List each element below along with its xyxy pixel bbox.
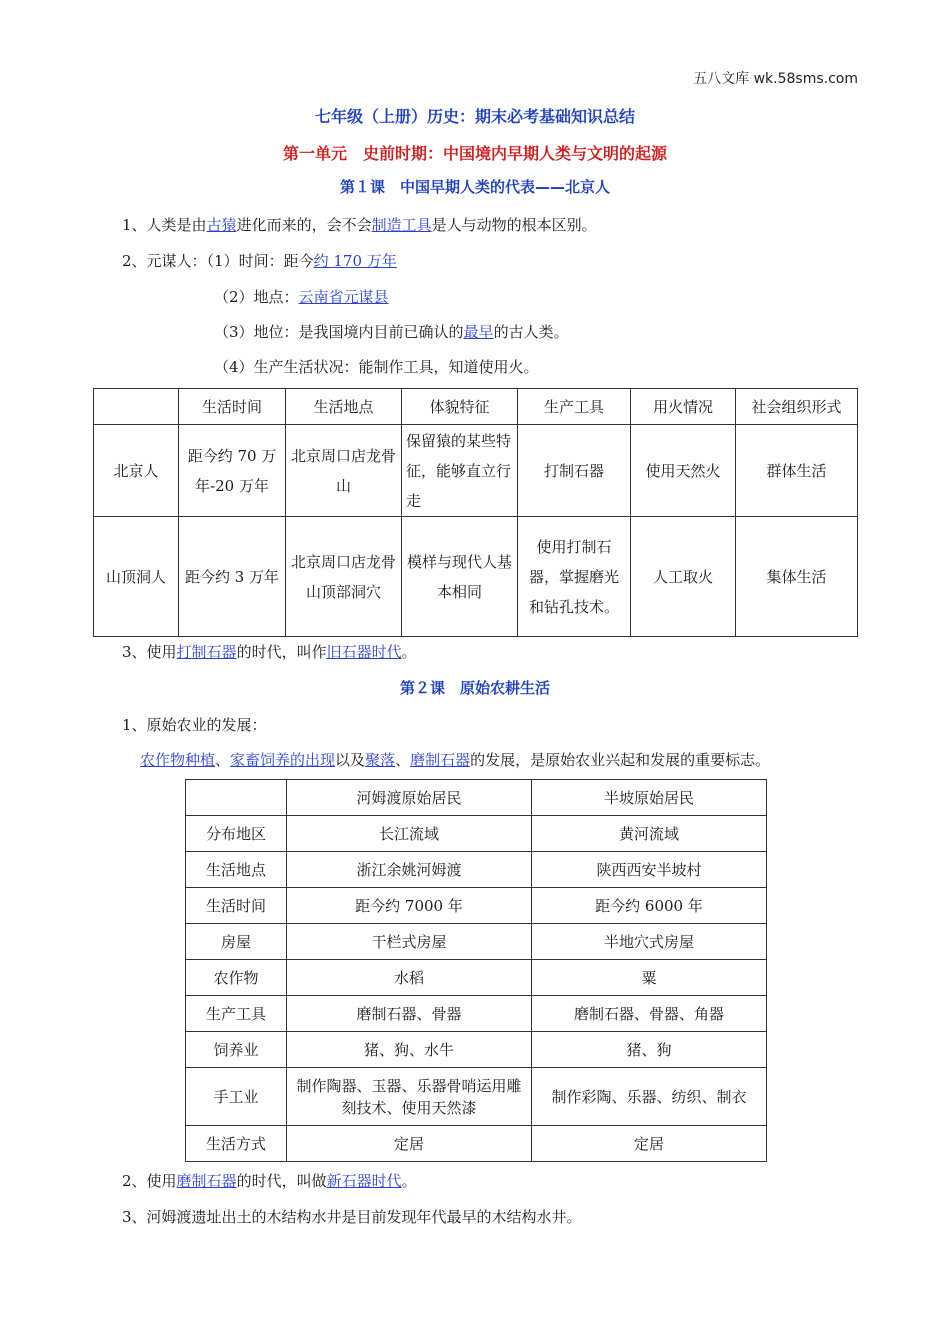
table-cell: 粟 xyxy=(532,960,767,996)
table-header-row xyxy=(94,389,858,425)
lesson2-point-2: 2、使用磨制石器的时代，叫做新石器时代。 xyxy=(122,1172,417,1190)
keyword-link[interactable]: 约 170 万年 xyxy=(313,252,397,270)
table-row xyxy=(186,960,767,996)
early-humans-table xyxy=(93,388,858,637)
table-header-cell xyxy=(94,389,179,425)
table-header-cell xyxy=(186,780,287,816)
keyword-link[interactable]: 新石器时代 xyxy=(326,1172,402,1190)
table-cell: 群体生活 xyxy=(736,425,858,517)
table-cell: 使用天然火 xyxy=(631,425,736,517)
keyword-link[interactable]: 磨制石器 xyxy=(410,751,471,769)
table-cell: 生活地点 xyxy=(186,852,287,888)
table-cell: 分布地区 xyxy=(186,816,287,852)
table-header-cell: 生产工具 xyxy=(518,389,631,425)
keyword-link[interactable]: 最早 xyxy=(463,323,494,341)
keyword-link[interactable]: 制造工具 xyxy=(371,216,432,234)
table-cell: 制作陶器、玉器、乐器骨哨运用雕刻技术、使用天然漆 xyxy=(287,1068,532,1126)
table-cell: 距今约 6000 年 xyxy=(532,888,767,924)
lesson2-title: 第２课 原始农耕生活 xyxy=(399,679,550,697)
table-cell: 距今约 70 万年-20 万年 xyxy=(179,425,286,517)
table-cell: 人工取火 xyxy=(631,517,736,637)
table-cell: 距今约 3 万年 xyxy=(179,517,286,637)
table-cell: 磨制石器、骨器、角器 xyxy=(532,996,767,1032)
table-row xyxy=(186,996,767,1032)
table-cell: 房屋 xyxy=(186,924,287,960)
table-cell: 干栏式房屋 xyxy=(287,924,532,960)
table-cell: 北京周口店龙骨山 xyxy=(286,425,402,517)
table-cell: 北京周口店龙骨山顶部洞穴 xyxy=(286,517,402,637)
table-row xyxy=(186,888,767,924)
table-cell: 半地穴式房屋 xyxy=(532,924,767,960)
table-cell: 猪、狗、水牛 xyxy=(287,1032,532,1068)
keyword-link[interactable]: 农作物种植 xyxy=(140,751,216,769)
table-cell: 农作物 xyxy=(186,960,287,996)
table-cell: 生产工具 xyxy=(186,996,287,1032)
table-header-cell: 用火情况 xyxy=(631,389,736,425)
keyword-link[interactable]: 旧石器时代 xyxy=(326,643,402,661)
table-cell: 黄河流域 xyxy=(532,816,767,852)
table-header-cell: 体貌特征 xyxy=(402,389,518,425)
document-title: 七年级（上册）历史：期末必考基础知识总结 xyxy=(314,107,635,126)
table-cell: 长江流域 xyxy=(287,816,532,852)
table-cell: 保留猿的某些特征，能够直立行走 xyxy=(402,425,518,517)
table-cell: 生活时间 xyxy=(186,888,287,924)
table-cell: 集体生活 xyxy=(736,517,858,637)
table-cell: 猪、狗 xyxy=(532,1032,767,1068)
lesson1-point-3: 3、使用打制石器的时代，叫作旧石器时代。 xyxy=(122,643,417,661)
unit-title: 第一单元 史前时期：中国境内早期人类与文明的起源 xyxy=(282,144,667,163)
lesson2-point-1-detail: 农作物种植、家畜饲养的出现以及聚落、磨制石器的发展，是原始农业兴起和发展的重要标志。 xyxy=(140,751,771,769)
lesson1-title: 第１课 中国早期人类的代表——北京人 xyxy=(339,178,610,196)
table-cell: 定居 xyxy=(287,1126,532,1162)
table-row xyxy=(186,924,767,960)
keyword-link[interactable]: 磨制石器 xyxy=(176,1172,237,1190)
table-cell: 北京人 xyxy=(94,425,179,517)
table-cell: 模样与现代人基本相同 xyxy=(402,517,518,637)
table-header-cell: 生活时间 xyxy=(179,389,286,425)
farming-settlements-table xyxy=(185,779,767,1162)
table-cell: 制作彩陶、乐器、纺织、制衣 xyxy=(532,1068,767,1126)
table-cell: 水稻 xyxy=(287,960,532,996)
table-cell: 浙江余姚河姆渡 xyxy=(287,852,532,888)
keyword-link[interactable]: 家畜饲养的出现 xyxy=(230,751,336,769)
table-row xyxy=(94,425,858,517)
lesson1-point-2-life: （4）生产生活状况：能制作工具，知道使用火。 xyxy=(214,358,539,376)
table-row xyxy=(186,852,767,888)
lesson2-point-1: 1、原始农业的发展： xyxy=(122,716,267,734)
table-row xyxy=(186,816,767,852)
lesson2-point-3: 3、河姆渡遗址出土的木结构水井是目前发现年代最早的木结构水井。 xyxy=(122,1208,582,1226)
table-cell: 定居 xyxy=(532,1126,767,1162)
table-header-cell: 半坡原始居民 xyxy=(532,780,767,816)
lesson1-point-2-status: （3）地位：是我国境内目前已确认的最早的古人类。 xyxy=(214,323,569,341)
table-cell: 山顶洞人 xyxy=(94,517,179,637)
keyword-link[interactable]: 聚落 xyxy=(365,751,396,769)
table-row xyxy=(94,517,858,637)
site-watermark: 五八文库 wk.58sms.com xyxy=(693,71,858,87)
table-row xyxy=(186,1032,767,1068)
keyword-link[interactable]: 云南省元谋县 xyxy=(298,288,389,306)
table-cell: 生活方式 xyxy=(186,1126,287,1162)
lesson1-point-2: 2、元谋人：（1）时间：距今约 170 万年 xyxy=(122,252,397,270)
table-row xyxy=(186,1126,767,1162)
lesson1-point-1: 1、人类是由古猿进化而来的，会不会制造工具是人与动物的根本区别。 xyxy=(122,216,597,234)
table-header-cell: 社会组织形式 xyxy=(736,389,858,425)
table-cell: 磨制石器、骨器 xyxy=(287,996,532,1032)
table-cell: 饲养业 xyxy=(186,1032,287,1068)
table-header-row xyxy=(186,780,767,816)
table-cell: 陕西西安半坡村 xyxy=(532,852,767,888)
lesson1-point-2-location: （2）地点：云南省元谋县 xyxy=(214,288,389,306)
table-row xyxy=(186,1068,767,1126)
table-header-cell: 生活地点 xyxy=(286,389,402,425)
table-cell: 使用打制石器，掌握磨光和钻孔技术。 xyxy=(518,517,631,637)
table-cell: 手工业 xyxy=(186,1068,287,1126)
keyword-link[interactable]: 打制石器 xyxy=(176,643,237,661)
table-cell: 打制石器 xyxy=(518,425,631,517)
table-header-cell: 河姆渡原始居民 xyxy=(287,780,532,816)
table-cell: 距今约 7000 年 xyxy=(287,888,532,924)
keyword-link[interactable]: 古猿 xyxy=(206,216,237,234)
